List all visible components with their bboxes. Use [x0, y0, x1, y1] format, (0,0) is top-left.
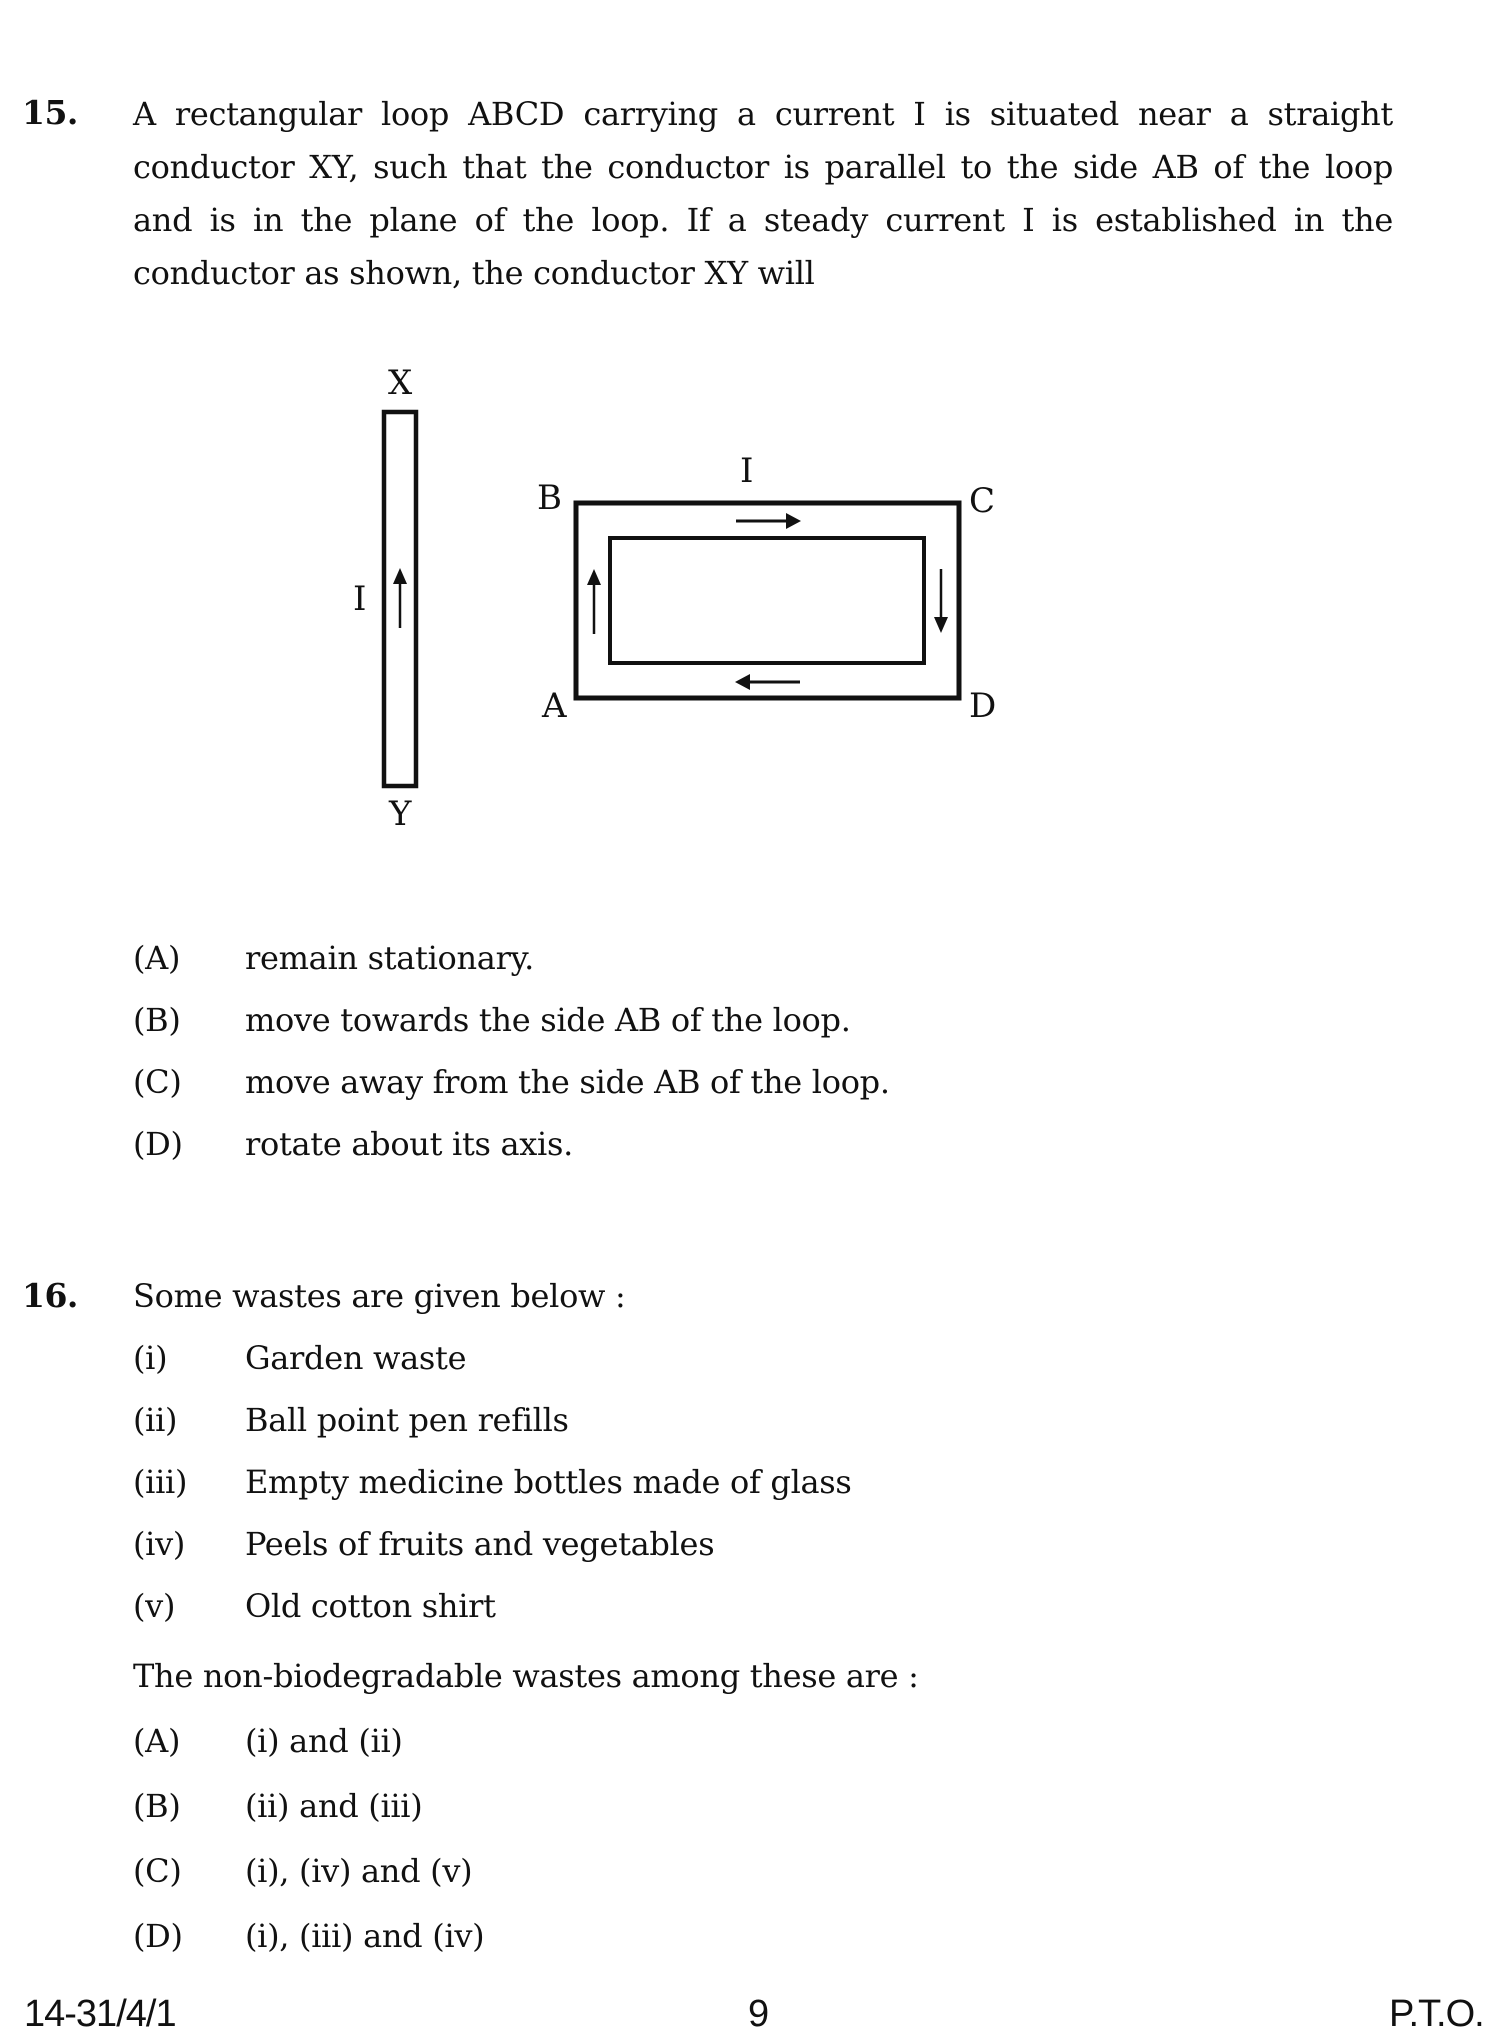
question-number: 15.: [22, 93, 78, 132]
waste-item-ii: [0, 1395, 1505, 1445]
conductor-current-arrow-up-icon: [393, 568, 407, 628]
option-label: (A): [133, 939, 181, 977]
option-text: (ii) and (iii): [245, 1787, 423, 1825]
label-y: Y: [389, 794, 412, 834]
label-a: A: [542, 686, 567, 726]
loop-arrow-up-icon: [587, 569, 601, 634]
page-number: 9: [748, 1993, 769, 2035]
conductor-xy: [384, 412, 416, 786]
question-number: 16.: [22, 1276, 78, 1315]
option-label: (B): [133, 1787, 181, 1825]
option-text: rotate about its axis.: [245, 1125, 573, 1163]
option-label: (C): [133, 1063, 182, 1101]
option-label: (A): [133, 1722, 181, 1760]
item-text: Ball point pen refills: [245, 1401, 569, 1439]
paper-code: 14-31/4/1: [24, 1993, 176, 2035]
question-stem: A rectangular loop ABCD carrying a current I is situated near a straight conductor XY, such that the conductor is parallel to the side AB of the loop and is in the plane of the loop. If a steady current I is established in the conductor as shown, the conductor XY will: [133, 95, 1393, 292]
item-text: Empty medicine bottles made of glass: [245, 1463, 852, 1501]
waste-item-i: [0, 1333, 1505, 1383]
waste-item-iii: [0, 1457, 1505, 1507]
option-label: (C): [133, 1852, 182, 1890]
option-label: (D): [133, 1125, 183, 1163]
option-label: (B): [133, 1001, 181, 1039]
option-text: move towards the side AB of the loop.: [245, 1001, 851, 1039]
option-text: remain stationary.: [245, 939, 534, 977]
waste-item-v: [0, 1581, 1505, 1631]
waste-item-iv: [0, 1519, 1505, 1569]
label-c: C: [969, 481, 996, 521]
label-conductor-current: I: [353, 579, 367, 619]
loop-inner: [610, 538, 924, 663]
item-label: (iv): [133, 1525, 186, 1563]
option-text: (i), (iv) and (v): [245, 1852, 473, 1890]
option-text: (i), (iii) and (iv): [245, 1917, 485, 1955]
option-label: (D): [133, 1917, 183, 1955]
option-d[interactable]: [0, 1911, 1505, 1961]
loop-outer: [576, 503, 959, 698]
item-label: (i): [133, 1339, 168, 1377]
loop-arrow-right-icon: [736, 513, 801, 529]
item-text: Peels of fruits and vegetables: [245, 1525, 715, 1563]
option-text: move away from the side AB of the loop.: [245, 1063, 890, 1101]
item-text: Garden waste: [245, 1339, 467, 1377]
item-text: Old cotton shirt: [245, 1587, 496, 1625]
option-text: (i) and (ii): [245, 1722, 403, 1760]
loop-arrow-left-icon: [735, 674, 800, 690]
option-a[interactable]: [0, 933, 1505, 983]
label-x: X: [388, 363, 413, 403]
option-a[interactable]: [0, 1716, 1505, 1766]
label-d: D: [969, 686, 997, 726]
option-b[interactable]: [0, 995, 1505, 1045]
option-d[interactable]: [0, 1119, 1505, 1169]
item-label: (v): [133, 1587, 176, 1625]
pto-label: P.T.O.: [1389, 1993, 1484, 2035]
label-loop-current: I: [740, 451, 754, 491]
item-label: (ii): [133, 1401, 178, 1439]
question-prompt: The non-biodegradable wastes among these are :: [133, 1657, 919, 1695]
loop-arrow-down-icon: [934, 569, 948, 633]
option-c[interactable]: [0, 1057, 1505, 1107]
option-b[interactable]: [0, 1781, 1505, 1831]
question-stem: Some wastes are given below :: [133, 1277, 626, 1315]
item-label: (iii): [133, 1463, 188, 1501]
option-c[interactable]: [0, 1846, 1505, 1896]
label-b: B: [537, 478, 562, 518]
